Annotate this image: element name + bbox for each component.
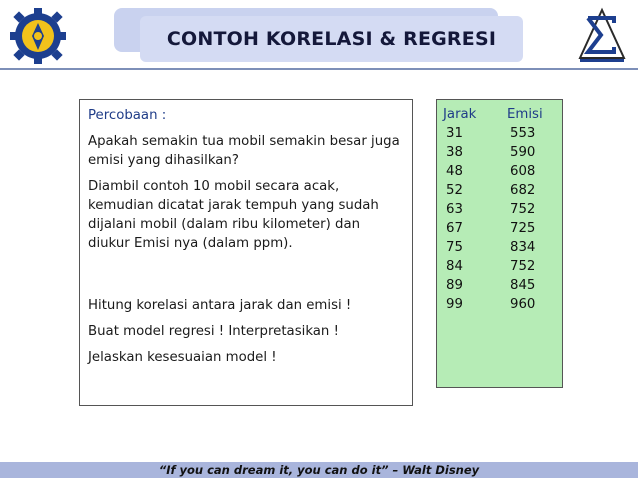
emisi-cell: 553	[510, 126, 536, 141]
emisi-cell: 608	[510, 164, 536, 179]
problem-description: Diambil contoh 10 mobil secara acak, kemudian dicatat jarak tempuh yang sudah dijalani mobil (dalam ribu kilometer) dan diukur Emisi nya (dalam ppm).	[88, 179, 379, 251]
spacer	[88, 260, 404, 296]
header-divider	[0, 68, 638, 70]
footer-quote: “If you can dream it, you can do it” – Walt Disney	[158, 463, 480, 477]
problem-question: Apakah semakin tua mobil semakin besar juga emisi yang dihasilkan?	[88, 134, 400, 168]
university-gear-logo-icon	[8, 6, 68, 66]
table-row	[437, 162, 562, 181]
emisi-cell: 845	[510, 278, 536, 293]
jarak-cell: 52	[446, 183, 463, 198]
task-item: Buat model regresi ! Interpretasikan !	[88, 324, 339, 339]
emisi-cell: 590	[510, 145, 536, 160]
emisi-cell: 960	[510, 297, 536, 312]
task-item: Hitung korelasi antara jarak dan emisi !	[88, 298, 352, 313]
emisi-cell: 752	[510, 202, 536, 217]
table-row	[437, 276, 562, 295]
column-header-emisi: Emisi	[507, 107, 543, 122]
jarak-cell: 99	[446, 297, 463, 312]
jarak-cell: 67	[446, 221, 463, 236]
column-header-jarak: Jarak	[443, 107, 477, 122]
task-item: Jelaskan kesesuaian model !	[88, 350, 277, 365]
table-row	[437, 257, 562, 276]
table-row	[437, 295, 562, 314]
emisi-cell: 725	[510, 221, 536, 236]
jarak-cell: 31	[446, 126, 463, 141]
emisi-cell: 682	[510, 183, 536, 198]
problem-heading: Percobaan :	[88, 108, 167, 123]
table-row	[437, 238, 562, 257]
page-title: CONTOH KORELASI & REGRESI	[140, 16, 523, 62]
data-table-box	[436, 99, 563, 388]
table-row	[437, 219, 562, 238]
jarak-cell: 89	[446, 278, 463, 293]
emisi-cell: 752	[510, 259, 536, 274]
table-row	[437, 124, 562, 143]
table-row	[437, 200, 562, 219]
table-row	[437, 181, 562, 200]
jarak-cell: 63	[446, 202, 463, 217]
jarak-cell: 75	[446, 240, 463, 255]
jarak-cell: 48	[446, 164, 463, 179]
sigma-logo-icon	[572, 4, 632, 66]
jarak-cell: 38	[446, 145, 463, 160]
jarak-cell: 84	[446, 259, 463, 274]
table-row	[437, 143, 562, 162]
problem-text-box	[79, 99, 413, 406]
table-header-row	[437, 105, 562, 124]
emisi-cell: 834	[510, 240, 536, 255]
